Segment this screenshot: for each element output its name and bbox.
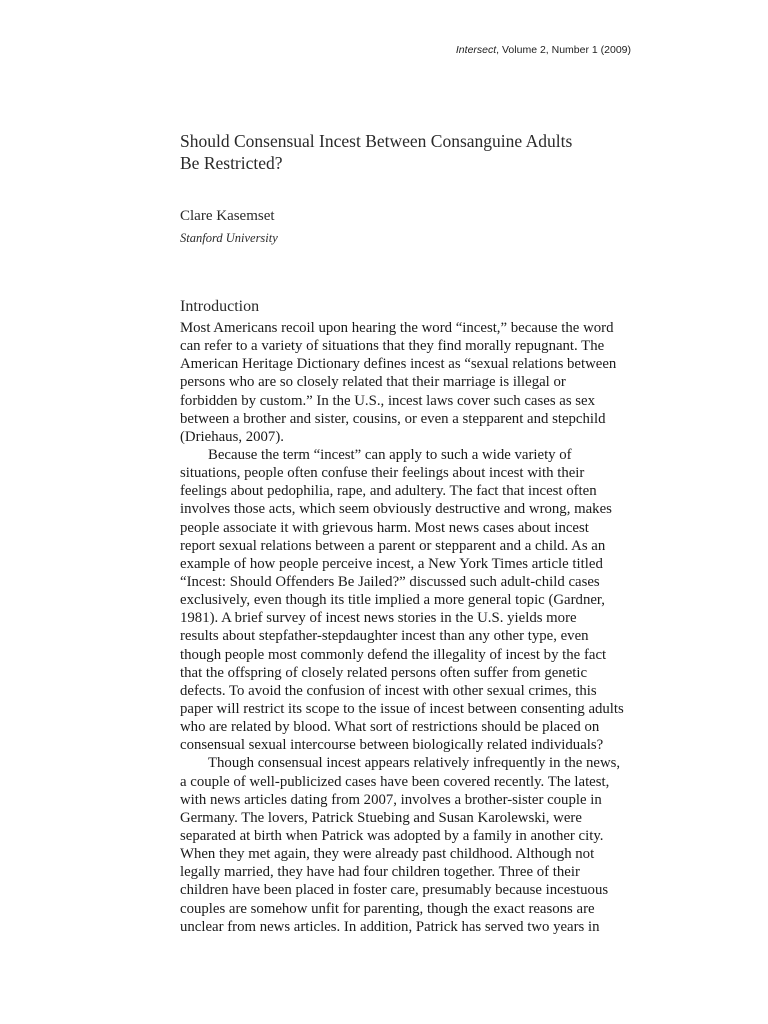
body-line: children have been placed in foster care, presumably because incestuous: [180, 882, 609, 899]
journal-details: , Volume 2, Number 1 (2009): [496, 44, 631, 56]
body-line: though people most commonly defend the illegality of incest by the fact: [180, 646, 607, 663]
body-line: persons who are so closely related that their marriage is illegal or: [180, 374, 566, 391]
title-line: Be Restricted?: [180, 153, 283, 173]
body-line: situations, people often confuse their feelings about incest with their: [180, 465, 585, 482]
body-line: unclear from news articles. In addition, Patrick has served two years in: [180, 918, 600, 935]
body-line: feelings about pedophilia, rape, and adultery. The fact that incest often: [180, 483, 597, 500]
paper-title: [180, 130, 650, 174]
body-line: with news articles dating from 2007, involves a brother-sister couple in: [180, 791, 602, 808]
body-line: can refer to a variety of situations that they find morally repugnant. The: [180, 338, 605, 355]
body-line: Most Americans recoil upon hearing the word “incest,” because the word: [180, 320, 614, 336]
body-line: that the offspring of closely related persons often suffer from genetic: [180, 664, 588, 681]
body-line: exclusively, even though its title implied a more general topic (Gardner,: [180, 592, 605, 609]
body-line: forbidden by custom.” In the U.S., incest laws cover such cases as sex: [180, 392, 596, 409]
body-line: American Heritage Dictionary defines incest as “sexual relations between: [180, 356, 617, 373]
body-line: a couple of well-publicized cases have been covered recently. The latest,: [180, 773, 610, 790]
body-line: legally married, they have had four children together. Three of their: [180, 864, 580, 881]
body-line: report sexual relations between a parent or stepparent and a child. As an: [180, 537, 606, 554]
body-line: separated at birth when Patrick was adopted by a family in another city.: [180, 827, 604, 844]
author-affiliation: Stanford University: [180, 231, 278, 245]
body-line: When they met again, they were already past childhood. Although not: [180, 846, 595, 863]
body-line: between a brother and sister, cousins, or even a stepparent and stepchild: [180, 410, 606, 427]
running-header: [456, 44, 631, 56]
body-line: people associate it with grievous harm. Most news cases about incest: [180, 519, 589, 536]
title-line: Should Consensual Incest Between Consanguine Adults: [180, 131, 573, 151]
body-line: defects. To avoid the confusion of incest with other sexual crimes, this: [180, 682, 597, 699]
body-line: “Incest: Should Offenders Be Jailed?” discussed such adult-child cases: [180, 573, 600, 590]
body-line: (Driehaus, 2007).: [180, 428, 284, 445]
body-line: Because the term “incest” can apply to such a wide variety of: [208, 446, 572, 463]
body-line: couples are somehow unfit for parenting, though the exact reasons are: [180, 900, 595, 917]
body-line: results about stepfather-stepdaughter incest than any other type, even: [180, 628, 589, 645]
body-text: [180, 319, 640, 936]
body-line: Though consensual incest appears relatively infrequently in the news,: [208, 755, 621, 772]
body-line: example of how people perceive incest, a New York Times article titled: [180, 555, 603, 572]
journal-name: Intersect: [455, 44, 497, 56]
body-line: 1981). A brief survey of incest news stories in the U.S. yields more: [180, 610, 577, 627]
body-line: paper will restrict its scope to the issue of incest between consenting adults: [180, 700, 624, 717]
body-line: Germany. The lovers, Patrick Stuebing and Susan Karolewski, were: [180, 809, 582, 826]
body-line: involves those acts, which seem obviously destructive and wrong, makes: [180, 501, 612, 518]
section-heading: Introduction: [180, 298, 260, 315]
body-line: consensual sexual intercourse between biologically related individuals?: [180, 737, 604, 754]
body-line: who are related by blood. What sort of restrictions should be placed on: [180, 719, 600, 736]
author-name: Clare Kasemset: [180, 208, 275, 224]
